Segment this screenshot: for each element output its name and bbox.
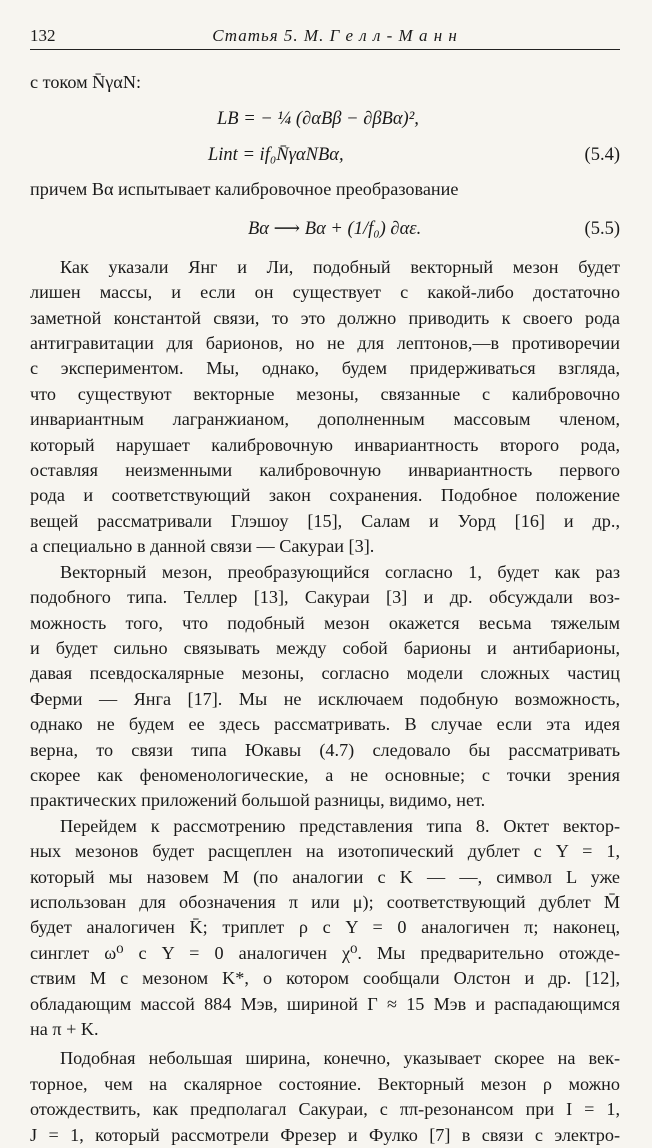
paragraph-3 — [30, 814, 620, 1043]
text-line: лишен массы, и если он существует с какой-либо достаточно — [30, 282, 620, 303]
formula-gauge — [30, 211, 620, 247]
text-line: скорее как феноменологические, а не основные; с точки зрения — [30, 764, 620, 785]
text-line: синглет ω⁰ с Y = 0 аналогичен χ⁰. Мы предварительно отожде- — [30, 942, 620, 963]
text-line: однако не будем ее здесь рассматривать. В случае если эта идея — [30, 714, 620, 735]
text-line: Подобная небольшая ширина, конечно, указывает скорее на век- — [60, 1048, 620, 1069]
formula-lint — [30, 137, 620, 173]
text-line: будет аналогичен K̄; триплет ρ с Y = 0 аналогичен π; наконец, — [30, 917, 620, 938]
text-line: заметной константой связи, то это должно приводить к своего рода — [30, 307, 620, 328]
text-line: оставляя неизменными калибровочную инвариантность первого — [30, 460, 620, 481]
text-line: давая псевдоскалярные мезоны, согласно модели сложных частиц — [30, 663, 620, 684]
intro-line: с током N̄γαN: — [30, 72, 142, 92]
text-line: инвариантным лагранжианом, дополненным массовым членом, — [30, 409, 620, 430]
text-line: Как указали Янг и Ли, подобный векторный мезон будет — [60, 256, 620, 277]
text-line: ных мезонов будет расщеплен на изотопический дублет с Y = 1, — [30, 841, 620, 862]
text-line: можность того, что подобный мезон окажется весьма тяжелым — [30, 612, 620, 633]
paragraph-1 — [30, 255, 620, 560]
formula-expr: Lint = if₀N̄γαNBα, — [208, 145, 344, 166]
text-line: на π + K. — [30, 1019, 99, 1039]
page — [30, 26, 620, 1148]
text-line: Ферми — Янга [17]. Мы не исключаем подобную возможность, — [30, 688, 620, 709]
text-line: обладающим массой 884 Мэв, шириной Γ ≈ 15 Мэв и распадающимся — [30, 993, 620, 1014]
text-line: Векторный мезон, преобразующийся согласно 1, будет как раз — [60, 561, 620, 582]
equation-number: (5.5) — [584, 218, 620, 239]
formula-lb — [30, 101, 620, 137]
text-line: антигравитации для барионов, но не для лептонов,—в противоречии — [30, 333, 620, 354]
text-line: вещей рассматривали Глэшоу [15], Салам и Уорд [16] и др., — [30, 510, 620, 531]
text-line: что существуют векторные мезоны, связанные с калибровочно — [30, 383, 620, 404]
text-line: верна, то связи типа Юкавы (4.7) следовало бы рассматривать — [30, 739, 620, 760]
paragraph-2 — [30, 560, 620, 814]
text-line: и будет сильно связывать между собой барионы и антибарионы, — [30, 637, 620, 658]
text-line: который нарушает калибровочную инвариантность второго рода, — [30, 434, 620, 455]
formula-expr: Bα ⟶ Bα + (1/f₀) ∂αε. — [248, 218, 422, 239]
text-line: который мы назовем M (по аналогии с K — —, символ L уже — [30, 866, 620, 887]
text-line: практических приложений большой разницы, видимо, нет. — [30, 790, 486, 811]
text-line: рода и соответствующий закон сохранения. Подобное положение — [30, 485, 620, 506]
text-line: ствим M с мезоном K*, о котором сообщали Олстон и др. [12], — [30, 968, 620, 989]
running-title: Статья 5. М. Г е л л - М а н н — [212, 26, 458, 45]
page-header — [30, 26, 620, 50]
text-line: подобного типа. Теллер [13], Сакураи [3] и др. обсуждали воз- — [30, 587, 620, 608]
text-line: торное, чем на скалярное состояние. Векторный мезон ρ можно — [30, 1073, 620, 1094]
equation-number: (5.4) — [584, 145, 620, 166]
paragraph-4 — [30, 1046, 620, 1148]
text-line: с экспериментом. Мы, однако, будем придерживаться взгляда, — [30, 358, 620, 379]
page-number: 132 — [30, 26, 56, 45]
text-line: причем Bα испытывает калибровочное преобразование — [30, 179, 459, 200]
formula-expr: LB = − ¼ (∂αBβ − ∂βBα)², — [217, 109, 419, 130]
text-line: отождествить, как предполагал Сакураи, с ππ-резонансом при I = 1, — [30, 1099, 620, 1120]
text-line: J = 1, который рассмотрели Фрезер и Фулко [7] в связи с электро- — [30, 1124, 620, 1145]
text-line: использован для обозначения π или μ); соответствующий дублет M̄ — [30, 891, 620, 912]
text-line: а специально в данной связи — Сакураи [3]. — [30, 536, 375, 557]
text-line: Перейдем к рассмотрению представления типа 8. Октет вектор- — [60, 815, 620, 836]
